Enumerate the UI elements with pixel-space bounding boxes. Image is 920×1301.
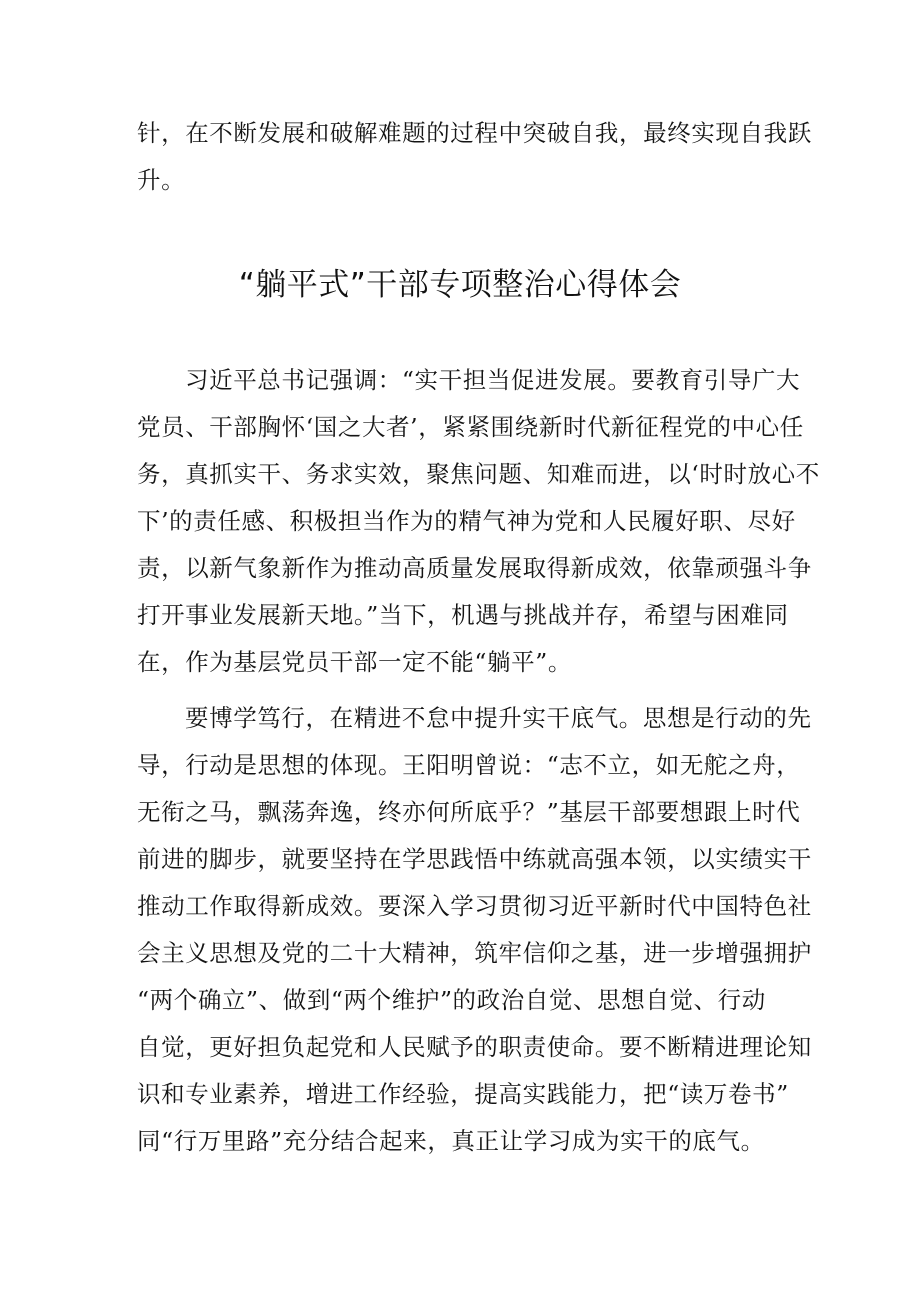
paragraph-line: 打开事业发展新天地。”当下，机遇与挑战并存，希望与困难同: [137, 601, 789, 629]
paragraph-line: 要博学笃行，在精进不怠中提升实干底气。思想是行动的先: [185, 704, 812, 732]
paragraph-line: 识和专业素养，增进工作经验，提高实践能力，把“读万卷书”: [137, 1080, 789, 1108]
paragraph-line: 下’的责任感、积极担当作为的精气神为党和人民履好职、尽好: [137, 507, 796, 535]
paragraph-line: 党员、干部胸怀‘国之大者’，紧紧围绕新时代新征程党的中心任: [137, 413, 804, 441]
intro-line: 升。: [137, 166, 186, 194]
paragraph-line: 推动工作取得新成效。要深入学习贯彻习近平新时代中国特色社: [137, 892, 812, 920]
paragraph-line: 自觉，更好担负起党和人民赋予的职责使命。要不断精进理论知: [137, 1033, 812, 1061]
paragraph-line: 习近平总书记强调：“实干担当促进发展。要教育引导广大: [185, 366, 801, 394]
paragraph-line: 前进的脚步，就要坚持在学思践悟中练就高强本领，以实绩实干: [137, 845, 812, 873]
document-title: “躺平式”干部专项整治心得体会: [238, 267, 682, 303]
paragraph-line: 导，行动是思想的体现。王阳明曾说：“志不立，如无舵之舟，: [137, 751, 801, 779]
paragraph-line: 会主义思想及党的二十大精神，筑牢信仰之基，进一步增强拥护: [137, 939, 812, 967]
paragraph-line: “两个确立”、做到“两个维护”的政治自觉、思想自觉、行动: [137, 986, 766, 1014]
intro-line: 针，在不断发展和破解难题的过程中突破自我，最终实现自我跃: [137, 119, 812, 147]
paragraph-line: 同“行万里路”充分结合起来，真正让学习成为实干的底气。: [137, 1127, 765, 1155]
paragraph-line: 责，以新气象新作为推动高质量发展取得新成效，依靠顽强斗争: [137, 554, 812, 582]
paragraph-line: 在，作为基层党员干部一定不能“躺平”。: [137, 648, 572, 676]
paragraph-line: 务，真抓实干、务求实效，聚焦问题、知难而进，以‘时时放心不: [137, 460, 820, 488]
paragraph-line: 无衔之马，飘荡奔逸，终亦何所底乎？”基层干部要想跟上时代: [137, 798, 801, 826]
